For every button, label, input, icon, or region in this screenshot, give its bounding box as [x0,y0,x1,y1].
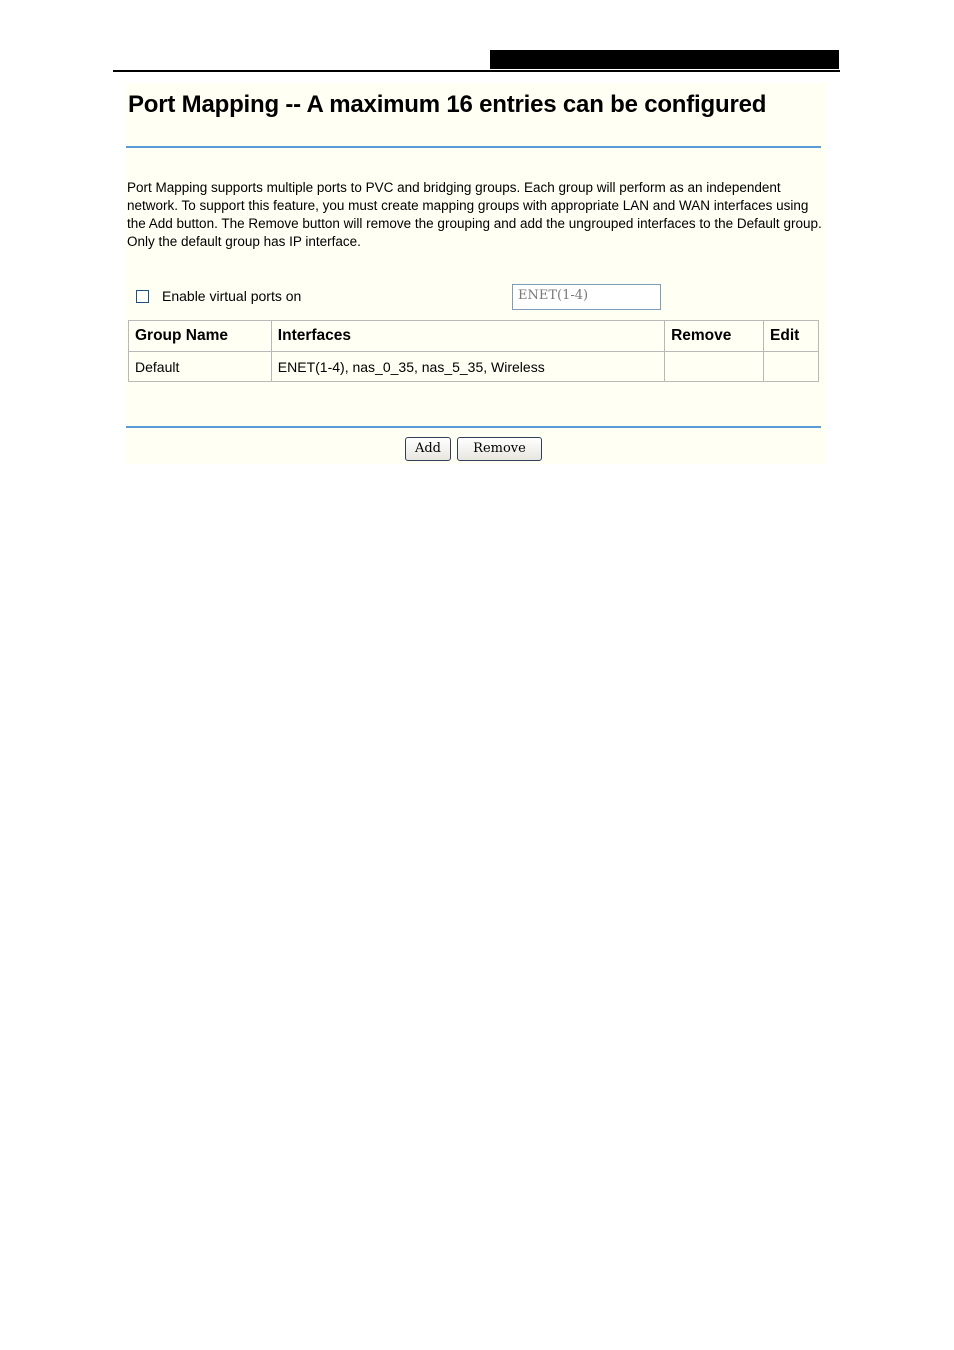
table-header-row [129,321,819,352]
table-row [129,352,819,382]
cell-edit [764,352,819,382]
add-button[interactable]: Add [405,437,451,461]
title-divider [126,146,821,148]
document-header-rule [113,70,840,72]
header-edit: Edit [764,321,819,352]
cell-remove [665,352,764,382]
virtual-ports-field[interactable]: ENET(1-4) [512,284,661,310]
remove-button[interactable]: Remove [457,437,542,461]
port-mapping-table [128,320,819,382]
header-interfaces: Interfaces [271,321,664,352]
enable-virtual-ports-checkbox[interactable] [136,290,149,303]
cell-group-name: Default [129,352,272,382]
cell-interfaces: ENET(1-4), nas_0_35, nas_5_35, Wireless [271,352,664,382]
button-row [126,436,821,462]
footer-divider [126,426,821,428]
page-title: Port Mapping -- A maximum 16 entries can be configured [128,91,767,118]
document-header-bar [490,50,839,69]
port-mapping-panel [126,83,827,464]
enable-virtual-ports-label: Enable virtual ports on [162,288,302,304]
header-group-name: Group Name [129,321,272,352]
header-remove: Remove [665,321,764,352]
description-text: Port Mapping supports multiple ports to PVC and bridging groups. Each group will perform as an independent network. To support this feature, you must create mapping groups with appropriate LAN and WAN interfaces using the Add button. The Remove button will remove the grouping and add the ungrouped interfaces to the Default group. Only the default group has IP interface. [127,180,822,249]
